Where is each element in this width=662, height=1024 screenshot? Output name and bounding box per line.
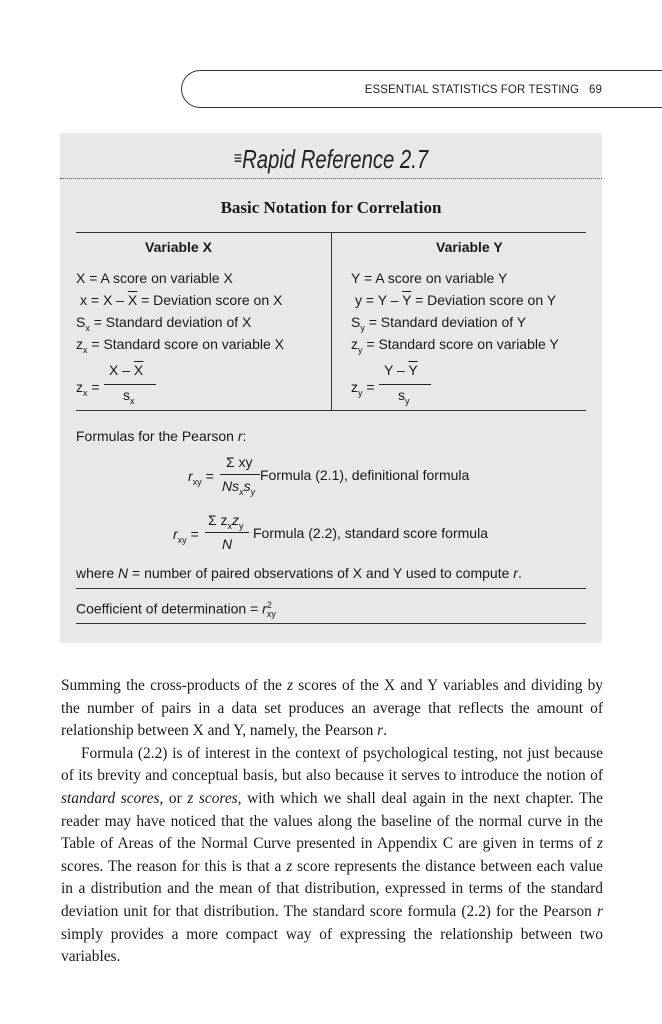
- column-header-y: Variable Y: [436, 239, 503, 255]
- formula-2-2: $r_{xy}$ = Σ $z_xz_y$ N Formula (2.2), standard score formula: [173, 512, 488, 552]
- where-note: where N = number of paired observations of X and Y used to compute r.: [76, 565, 522, 581]
- formula-2-2-label: Formula (2.2), standard score formula: [253, 525, 488, 541]
- table-bottom-rule: [76, 410, 586, 411]
- x-row-sd: $S_x$ = Standard deviation of X: [76, 314, 252, 333]
- table-column-divider: [331, 232, 332, 410]
- body-text: [61, 675, 603, 969]
- column-header-x: Variable X: [145, 239, 212, 255]
- running-title: ESSENTIAL STATISTICS FOR TESTING: [364, 84, 579, 96]
- formula-2-1-label: Formula (2.1), definitional formula: [260, 467, 470, 483]
- where-rule: [76, 588, 586, 589]
- y-row-sd: $S_y$ = Standard deviation of Y: [351, 314, 527, 333]
- y-row-deviation: $y = Y - \overline{Y}$ = Deviation score on Y: [355, 292, 557, 308]
- rapid-reference-title: ≡Rapid Reference 2.7: [233, 144, 429, 174]
- coefficient-rule: [76, 623, 586, 624]
- paragraph-2: Formula (2.2) is of interest in the context of psychological testing, not just because of its brevity and conceptual basis, but also because it serves to introduce the notion of standard scores, or z scores, with which we shall deal again in the next chapter. The reader may have noticed that the values along the baseline of the normal curve in the Table of Areas of the Normal Curve presented in Appendix C are given in terms of z scores. The reason for this is that a z score represents the distance between each value in a distribution and the mean of that distribution, expressed in terms of the standard deviation unit for that distribution. The standard score formula (2.2) for the Pearson r simply provides a more compact way of expressing the relationship between two variables.: [61, 744, 603, 966]
- y-row-score: Y = A score on variable Y: [351, 270, 508, 286]
- zy-formula: $z_y$ = Y – $\overline{Y}$ $s_y$: [351, 370, 441, 410]
- rapid-reference-subtitle: Basic Notation for Correlation: [220, 198, 442, 217]
- formula-2-1: $r_{xy}$ = Σ xy $Ns_xs_y$ Formula (2.1), definitional formula: [188, 454, 470, 497]
- rapid-reference-lines-icon: ≡: [233, 148, 241, 168]
- x-row-deviation: $x = X - \overline{X}$ = Deviation score on X: [80, 292, 283, 308]
- paragraph-1: Summing the cross-products of the z scores of the X and Y variables and dividing by the number of pairs in a data set produces an average that reflects the amount of relationship between X and Y, namely, the Pearson r.: [61, 677, 603, 740]
- running-header: [365, 84, 602, 96]
- pearson-intro: Formulas for the Pearson r:: [76, 428, 247, 444]
- x-row-score: X = A score on variable X: [76, 270, 233, 286]
- x-row-z: $z_x$ = Standard score on variable X: [76, 336, 285, 355]
- zx-formula: $z_x$ = X – $\overline{X}$ $s_x$: [76, 370, 166, 410]
- title-divider: [60, 178, 602, 179]
- y-row-z: $z_y$ = Standard score on variable Y: [351, 336, 559, 355]
- coefficient-of-determination: Coefficient of determination = $r^2_{xy}$: [76, 600, 276, 620]
- page-number: 69: [589, 84, 602, 96]
